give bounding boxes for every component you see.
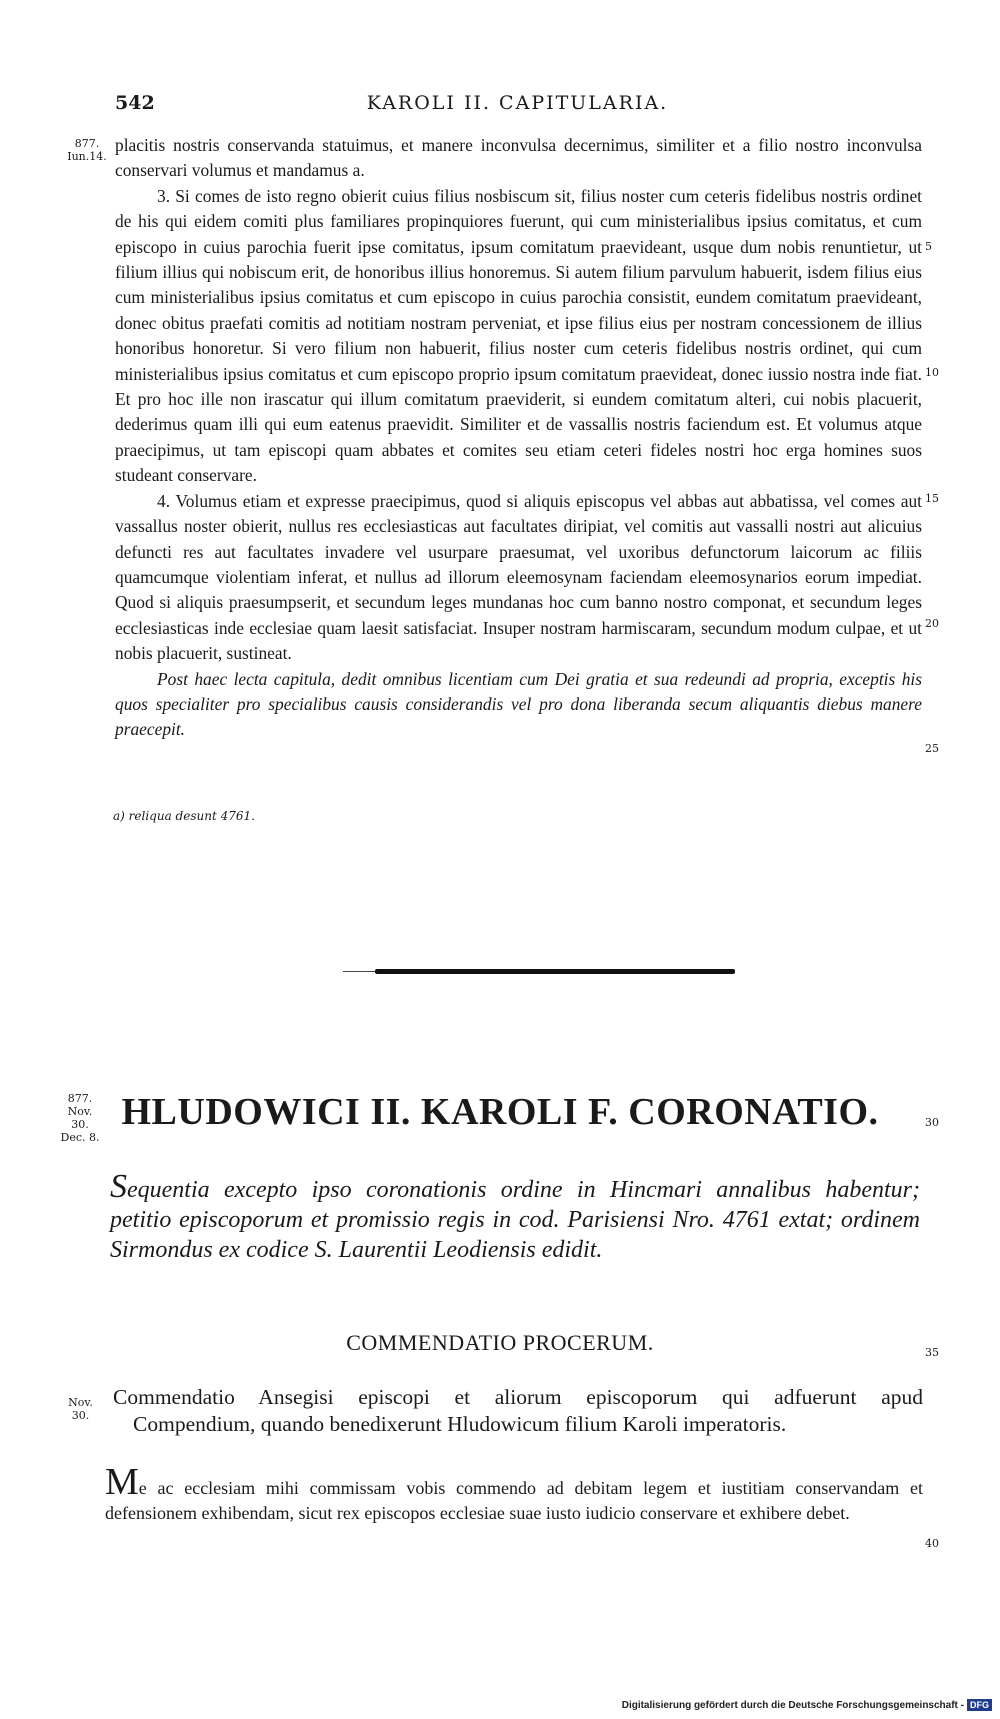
commendatio-body: e ac ecclesiam mihi commissam vobis commendo ad debitam legem et iustitiam conservandam et defensionem exhibendam, sicut rex episcopos ecclesiae suae iusto iudicio conservare et exhibere debet.	[105, 1478, 923, 1523]
paragraph-4: 4. Volumus etiam et expresse praecipimus, quod si aliquis episcopus vel abbas aut abbatissa, vel comes aut vassallus noster obierit, nullus res ecclesiasticas aut facultates diripiat, vel comitis aut vassalli nostri aut alicuius defuncti res aut facultates invadere vel usurpare praesumat, vel uxoribus defunctorum laicorum ac filiis quamcumque violentiam inferat, et nullus ad illorum eleemosynam faciendam eleemosynarios eorum impediat. Quod si aliquis praesumpserit, et secundum leges mundanas hoc cum banno nostro componat, et secundum leges ecclesiasticas inde ecclesiae quam laesit satisfaciat. Insuper nostram harmiscaram, secundum modum culpae, et ut nobis placuerit, sustineat.	[115, 490, 922, 664]
margin-date-coronatio	[55, 1092, 105, 1144]
closing-note: Post haec lecta capitula, dedit omnibus licentiam cum Dei gratia et sua redeundi ad propria, exceptis his quos specialiter pro specialibus causis considerandis vel pro dona liberanda secum aliquantis diebus manere praecepit.	[115, 668, 922, 740]
margin-month: Nov.	[67, 1105, 93, 1118]
line-number-40: 40	[925, 1537, 939, 1550]
margin-year: 877.	[67, 1092, 93, 1105]
capitulary-text	[115, 133, 922, 743]
margin-date-top	[62, 137, 112, 163]
margin-date-commendatio	[58, 1396, 103, 1422]
line-number-35: 35	[925, 1346, 939, 1359]
section-title: HLUDOWICI II. KAROLI F. CORONATIO.	[121, 1091, 879, 1133]
line-number-20: 20	[925, 617, 939, 630]
intro-text: equentia excepto ipso coronationis ordine in Hincmari annalibus habentur; petitio episcoporum et promissio regis in cod. Parisiensi Nro. 4761 extat; ordinem Sirmondus ex codice S. Laurentii Leodiensis edidit.	[110, 1177, 920, 1263]
intro-initial: S	[110, 1168, 127, 1205]
margin-year: 877.	[74, 137, 100, 150]
page-header	[115, 92, 920, 118]
margin-day: 30.	[71, 1118, 89, 1131]
subsection-title: COMMENDATIO PROCERUM.	[346, 1330, 654, 1355]
margin-day: Iun.14.	[67, 150, 107, 163]
line-number-15: 15	[925, 492, 939, 505]
dfg-logo: DFG	[967, 1699, 992, 1711]
section-divider	[375, 969, 735, 974]
section-intro	[110, 1168, 920, 1265]
paragraph-3: 3. Si comes de isto regno obierit cuius filius nosbiscum sit, filius noster cum ceteris fidelibus nostris ordinet de his qui eidem comiti plus familiares propinquiores fuerunt, qui cum ministerialibus ipsius comitatus, et cum episcopo in cuius parochia fuerit ipse comitatus, ipsum comitatum praevideant, usque dum nobis renuntietur, ut filium illius qui nobiscum erit, de honoribus illius honoremus. Si autem filium parvulum habuerit, isdem filius eius cum ministerialibus ipsius comitatus et cum episcopo in cuius parochia consistit, eundem comitatum praevideant, donec obitus praefati comitis ad notitiam nostram perveniat, et ipse filius eius per nostram concessionem de illius honoribus honoretur. Si vero filium non habuerit, filius noster cum ceteris fidelibus nostris ordinet, qui cum ministerialibus ipsius comitatus et cum episcopo proprio ipsum comitatum praevideat, donec iussio nostra inde fiat. Et pro hoc ille non irascatur qui illum comitatum praeviderit, si eundem comitatum alteri, cui nobis placuerit, dederimus quam illi qui eum eatenus praevidit. Similiter et de vassallis nostris faciendum est. Et volumus atque praecipimus, ut tam episcopi quam abbates et comites seu etiam ceteri fideles nostri hoc erga homines suos studeant conservare.	[115, 185, 922, 486]
page-number: 542	[115, 92, 155, 114]
margin-day: 30.	[71, 1409, 90, 1422]
margin-date: Dec. 8.	[60, 1131, 100, 1144]
line-number-30: 30	[925, 1116, 939, 1129]
text-initial: M	[105, 1461, 139, 1503]
paragraph-continued: placitis nostris conservanda statuimus, et manere inconvulsa decernimus, similiter et a filio nostro inconvulsa conservari volumus et mandamus a.	[115, 135, 922, 181]
rubric-line-2: Compendium, quando benedixerunt Hludowicum filium Karoli imperatoris.	[133, 1412, 787, 1436]
commendatio-text	[105, 1461, 923, 1526]
rubric-line-1: Commendatio Ansegisi episcopi et aliorum episcoporum qui adfuerunt apud	[113, 1385, 923, 1409]
digitization-footer	[622, 1699, 992, 1711]
footer-text: Digitalisierung gefördert durch die Deutsche Forschungsgemeinschaft -	[621, 1699, 964, 1711]
line-number-25: 25	[925, 742, 939, 755]
margin-month: Nov.	[68, 1396, 93, 1409]
line-number-5: 5	[925, 240, 932, 253]
running-title: KAROLI II. CAPITULARIA.	[366, 92, 669, 114]
footnote: a) reliqua desunt 4761.	[113, 809, 255, 823]
line-number-10: 10	[925, 366, 939, 379]
rubric	[113, 1384, 923, 1438]
